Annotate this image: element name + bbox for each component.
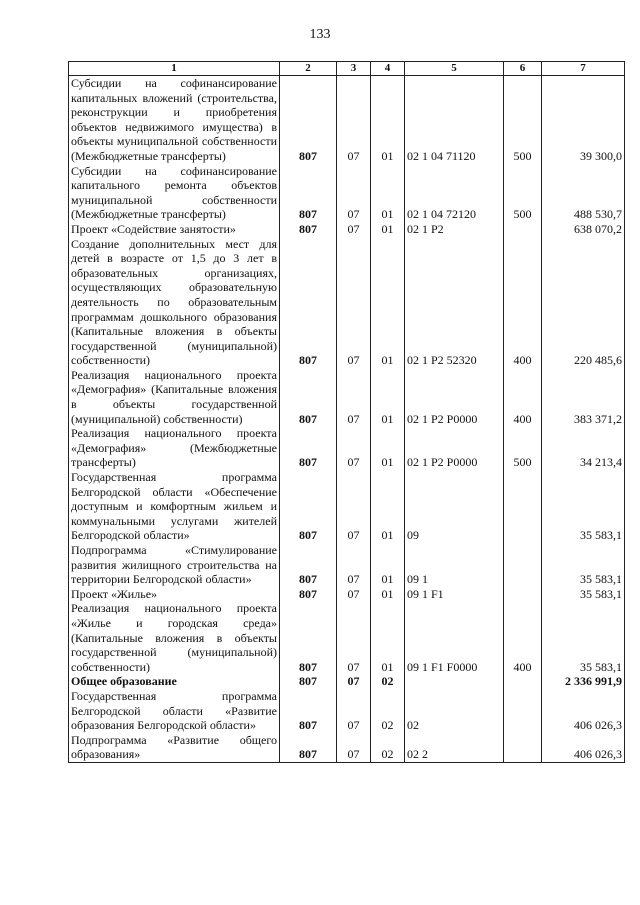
- row-amount: 2 336 991,9: [542, 674, 625, 689]
- header-col-1: 1: [69, 62, 280, 76]
- row-amount: 220 485,6: [542, 237, 625, 368]
- header-col-2: 2: [280, 62, 337, 76]
- row-ministry-code: 807: [280, 587, 337, 602]
- row-amount: 383 371,2: [542, 368, 625, 426]
- row-amount: 34 213,4: [542, 426, 625, 470]
- row-target-article: 09 1: [405, 543, 504, 587]
- row-ministry-code: 807: [280, 222, 337, 237]
- table-row: [69, 587, 625, 602]
- row-ministry-code: 807: [280, 164, 337, 222]
- row-name: Подпрограмма «Стимулирование развития жилищного строительства на территории Белгородской области»: [69, 543, 280, 587]
- row-expense-type: 400: [504, 368, 542, 426]
- row-expense-type: [504, 222, 542, 237]
- table-row: [69, 164, 625, 222]
- row-name: Субсидии на софинансирование капитальных вложений (строительства, реконструкции и приобретения объектов недвижимого имущества) в объекты муниципальной собственности (Межбюджетные трансферты): [69, 76, 280, 164]
- row-ministry-code: 807: [280, 674, 337, 689]
- row-section: 07: [337, 222, 371, 237]
- row-expense-type: 500: [504, 76, 542, 164]
- row-name: Реализация национального проекта «Демография» (Межбюджетные трансферты): [69, 426, 280, 470]
- header-col-3: 3: [337, 62, 371, 76]
- row-target-article: 02 1 P2 P0000: [405, 368, 504, 426]
- table-row: [69, 733, 625, 763]
- row-subsection: 01: [371, 368, 405, 426]
- row-ministry-code: 807: [280, 689, 337, 733]
- row-name: Государственная программа Белгородской области «Обеспечение доступным и комфортным жильем и коммунальными услугами жителей Белгородской области»: [69, 470, 280, 543]
- row-amount: 35 583,1: [542, 543, 625, 587]
- row-target-article: 02 1 P2 52320: [405, 237, 504, 368]
- budget-table: [68, 61, 625, 763]
- row-section: 07: [337, 587, 371, 602]
- row-amount: 35 583,1: [542, 601, 625, 674]
- table-row: [69, 222, 625, 237]
- table-row: [69, 76, 625, 164]
- row-expense-type: [504, 689, 542, 733]
- row-ministry-code: 807: [280, 237, 337, 368]
- row-amount: 488 530,7: [542, 164, 625, 222]
- row-target-article: 09 1 F1 F0000: [405, 601, 504, 674]
- row-name: Проект «Жилье»: [69, 587, 280, 602]
- row-section: 07: [337, 689, 371, 733]
- row-name: Создание дополнительных мест для детей в возрасте от 1,5 до 3 лет в образовательных организациях, осуществляющих образовательную деятельность по образовательным программам дошкольного образования (Капитальные вложения в объекты государственной (муниципальной) собственности): [69, 237, 280, 368]
- row-target-article: 09 1 F1: [405, 587, 504, 602]
- header-col-7: 7: [542, 62, 625, 76]
- row-name: Общее образование: [69, 674, 280, 689]
- row-expense-type: [504, 674, 542, 689]
- row-name: Проект «Содействие занятости»: [69, 222, 280, 237]
- row-expense-type: 500: [504, 426, 542, 470]
- row-subsection: 01: [371, 237, 405, 368]
- row-subsection: 01: [371, 76, 405, 164]
- table-row: [69, 470, 625, 543]
- row-amount: 406 026,3: [542, 733, 625, 763]
- row-subsection: 01: [371, 543, 405, 587]
- row-section: 07: [337, 601, 371, 674]
- row-section: 07: [337, 237, 371, 368]
- row-subsection: 01: [371, 601, 405, 674]
- row-ministry-code: 807: [280, 470, 337, 543]
- row-name: Субсидии на софинансирование капитального ремонта объектов муниципальной собственности (Межбюджетные трансферты): [69, 164, 280, 222]
- header-row: [69, 62, 625, 76]
- row-section: 07: [337, 470, 371, 543]
- row-name: Подпрограмма «Развитие общего образования»: [69, 733, 280, 763]
- row-ministry-code: 807: [280, 368, 337, 426]
- row-expense-type: [504, 587, 542, 602]
- row-target-article: 02 1 04 71120: [405, 76, 504, 164]
- row-target-article: 02 1 P2: [405, 222, 504, 237]
- table-row: [69, 543, 625, 587]
- row-name: Реализация национального проекта «Жилье и городская среда» (Капитальные вложения в объекты государственной (муниципальной) собственности): [69, 601, 280, 674]
- row-target-article: 02: [405, 689, 504, 733]
- row-expense-type: [504, 733, 542, 763]
- row-subsection: 01: [371, 164, 405, 222]
- row-ministry-code: 807: [280, 426, 337, 470]
- row-amount: 638 070,2: [542, 222, 625, 237]
- row-expense-type: [504, 543, 542, 587]
- row-expense-type: 500: [504, 164, 542, 222]
- row-ministry-code: 807: [280, 543, 337, 587]
- table-row: [69, 237, 625, 368]
- row-amount: 35 583,1: [542, 587, 625, 602]
- row-ministry-code: 807: [280, 733, 337, 763]
- row-expense-type: 400: [504, 601, 542, 674]
- row-subsection: 02: [371, 733, 405, 763]
- row-section: 07: [337, 368, 371, 426]
- row-name: Государственная программа Белгородской области «Развитие образования Белгородской области»: [69, 689, 280, 733]
- row-section: 07: [337, 674, 371, 689]
- row-ministry-code: 807: [280, 76, 337, 164]
- row-ministry-code: 807: [280, 601, 337, 674]
- table-row: [69, 689, 625, 733]
- row-subsection: 01: [371, 426, 405, 470]
- row-expense-type: [504, 470, 542, 543]
- row-target-article: 09: [405, 470, 504, 543]
- row-subsection: 02: [371, 674, 405, 689]
- row-target-article: 02 1 P2 P0000: [405, 426, 504, 470]
- page-number: 133: [309, 27, 331, 42]
- row-amount: 406 026,3: [542, 689, 625, 733]
- row-section: 07: [337, 76, 371, 164]
- table-row: [69, 426, 625, 470]
- row-expense-type: 400: [504, 237, 542, 368]
- header-col-5: 5: [405, 62, 504, 76]
- row-section: 07: [337, 543, 371, 587]
- row-target-article: 02 1 04 72120: [405, 164, 504, 222]
- row-section: 07: [337, 164, 371, 222]
- header-col-6: 6: [504, 62, 542, 76]
- row-section: 07: [337, 733, 371, 763]
- row-subsection: 01: [371, 222, 405, 237]
- row-name: Реализация национального проекта «Демография» (Капитальные вложения в объекты государственной (муниципальной) собственности): [69, 368, 280, 426]
- table-row: [69, 368, 625, 426]
- row-amount: 35 583,1: [542, 470, 625, 543]
- row-subsection: 01: [371, 587, 405, 602]
- table-row: [69, 674, 625, 689]
- row-subsection: 02: [371, 689, 405, 733]
- row-amount: 39 300,0: [542, 76, 625, 164]
- row-target-article: [405, 674, 504, 689]
- row-section: 07: [337, 426, 371, 470]
- header-col-4: 4: [371, 62, 405, 76]
- table-row: [69, 601, 625, 674]
- row-target-article: 02 2: [405, 733, 504, 763]
- row-subsection: 01: [371, 470, 405, 543]
